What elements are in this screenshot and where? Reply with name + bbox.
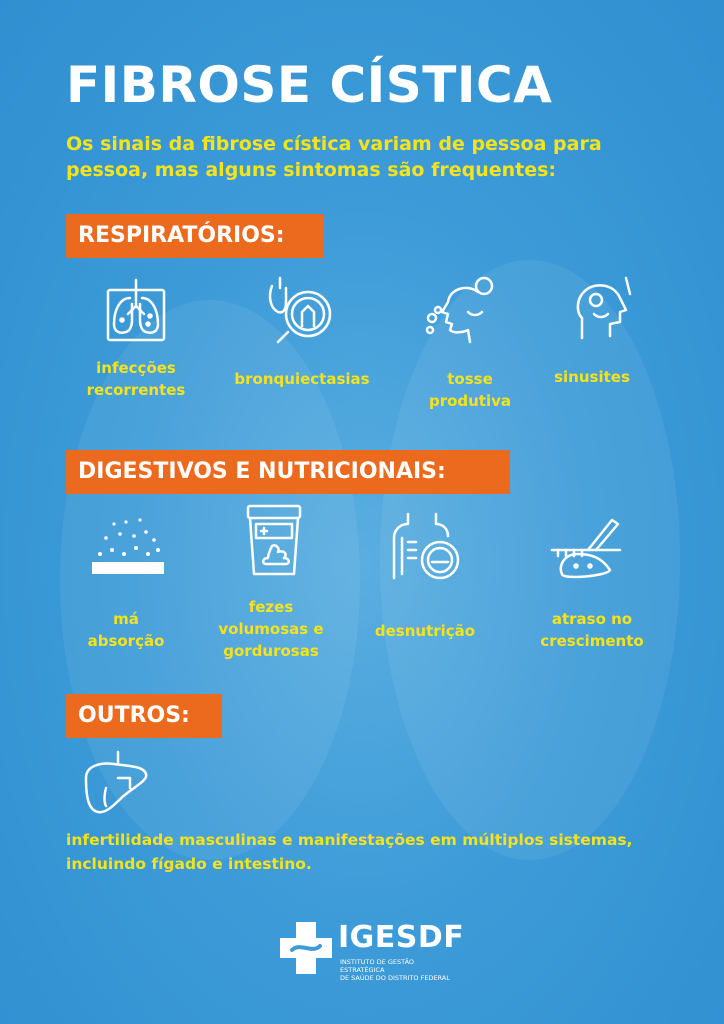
logo-name: IGESDF: [338, 920, 465, 955]
page-title: FIBROSE CÍSTICA: [66, 56, 553, 114]
growth-ruler-icon: [548, 510, 624, 586]
symptom-label: bronquiectasias: [234, 370, 370, 388]
symptom-label: desnutrição: [374, 622, 476, 640]
sinus-icon: [564, 272, 640, 348]
symptom-label: sinusites: [554, 368, 630, 386]
logo-subtitle: INSTITUTO DE GESTÃO ESTRATÉGICA DE SAÚDE DO DISTRITO FEDERAL: [340, 958, 450, 982]
bronchi-magnifier-icon: [262, 272, 338, 348]
liver-icon: [78, 748, 154, 824]
igesdf-logo: [276, 918, 465, 982]
stool-sample-icon: [236, 502, 312, 578]
symptom-label: infecções recorrentes: [86, 359, 186, 399]
section-heading-outros: OUTROS:: [66, 694, 222, 738]
absorption-icon: [90, 510, 166, 586]
section-heading-digestivos: DIGESTIVOS E NUTRICIONAIS:: [66, 450, 510, 494]
cough-icon: [424, 272, 500, 348]
symptom-label: fezes volumosas e gordurosas: [218, 598, 324, 660]
section-heading-respiratorios: RESPIRATÓRIOS:: [66, 214, 324, 258]
symptom-label: tosse produtiva: [428, 370, 512, 410]
medical-cross-icon: [276, 918, 336, 978]
other-symptoms-text: infertilidade masculinas e manifestações em múltiplos sistemas, incluindo fígado e intestino.: [66, 831, 633, 873]
symptom-label: má absorção: [87, 610, 165, 650]
malnutrition-icon: [388, 508, 464, 584]
page-subtitle: Os sinais da fibrose cística variam de pessoa para pessoa, mas alguns sintomas são frequentes:: [66, 133, 602, 181]
lungs-icon: [98, 276, 174, 352]
symptom-label: atraso no crescimento: [540, 610, 644, 650]
